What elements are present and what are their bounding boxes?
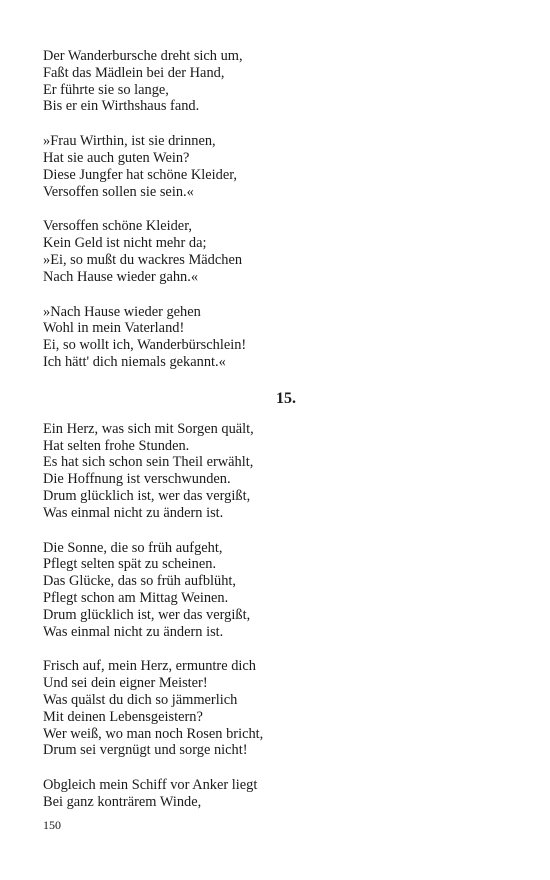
verse-line: Wer weiß, wo man noch Rosen bricht, [43,725,264,742]
verse-line: Mit deinen Lebensgeistern? [43,708,203,725]
verse-line: Was einmal nicht zu ändern ist. [43,504,224,521]
verse-line: Ich hätt' dich niemals gekannt.« [43,353,226,370]
verse-line: Ei, so wollt ich, Wanderbürschlein! [43,337,247,354]
poem-part-before-heading [43,48,513,371]
verse-line: Nach Hause wieder gahn.« [43,268,199,285]
verse-line: Die Sonne, die so früh aufgeht, [43,539,223,556]
verse-line: Es hat sich schon sein Theil erwählt, [43,454,254,471]
verse-line: Obgleich mein Schiff vor Anker liegt [43,777,258,794]
verse-line: Die Hoffnung ist verschwunden. [43,471,231,488]
verse-line: Faßt das Mädlein bei der Hand, [43,64,225,81]
verse-line: Kein Geld ist nicht mehr da; [43,235,207,252]
verse-line: Was einmal nicht zu ändern ist. [43,623,224,640]
stanza [43,218,513,285]
verse-line: Hat sie auch guten Wein? [43,149,190,166]
verse-line: Bis er ein Wirthshaus fand. [43,98,200,115]
section-heading: 15. [276,389,296,407]
verse-line: Drum glücklich ist, wer das vergißt, [43,487,251,504]
verse-line: »Nach Hause wieder gehen [43,303,201,320]
verse-line: Ein Herz, was sich mit Sorgen quält, [43,420,254,437]
stanza [43,304,513,371]
verse-line: Drum sei vergnügt und sorge nicht! [43,742,248,759]
verse-line: Frisch auf, mein Herz, ermuntre dich [43,658,256,675]
page-body [43,48,513,829]
verse-line: Versoffen schöne Kleider, [43,218,193,235]
verse-line: Pflegt selten spät zu scheinen. [43,556,217,573]
poem-part-after-heading [43,421,513,811]
verse-line: »Ei, so mußt du wackres Mädchen [43,251,243,268]
verse-line: Versoffen sollen sie sein.« [43,183,194,200]
page-number: 150 [43,818,61,832]
stanza [43,133,513,200]
stanza [43,421,513,522]
verse-line: Drum glücklich ist, wer das vergißt, [43,606,251,623]
verse-line: Das Glücke, das so früh aufblüht, [43,573,237,590]
stanza [43,540,513,641]
stanza [43,777,513,811]
verse-line: Hat selten frohe Stunden. [43,437,190,454]
verse-line: »Frau Wirthin, ist sie drinnen, [43,133,216,150]
verse-line: Diese Jungfer hat schöne Kleider, [43,166,238,183]
verse-line: Und sei dein eigner Meister! [43,675,208,692]
stanza [43,658,513,759]
stanza [43,48,513,115]
verse-line: Pflegt schon am Mittag Weinen. [43,589,229,606]
verse-line: Der Wanderbursche dreht sich um, [43,48,243,64]
verse-line: Wohl in mein Vaterland! [43,320,185,337]
verse-line: Er führte sie so lange, [43,81,169,98]
verse-line: Bei ganz konträrem Winde, [43,793,202,810]
verse-line: Was quälst du dich so jämmerlich [43,691,238,708]
